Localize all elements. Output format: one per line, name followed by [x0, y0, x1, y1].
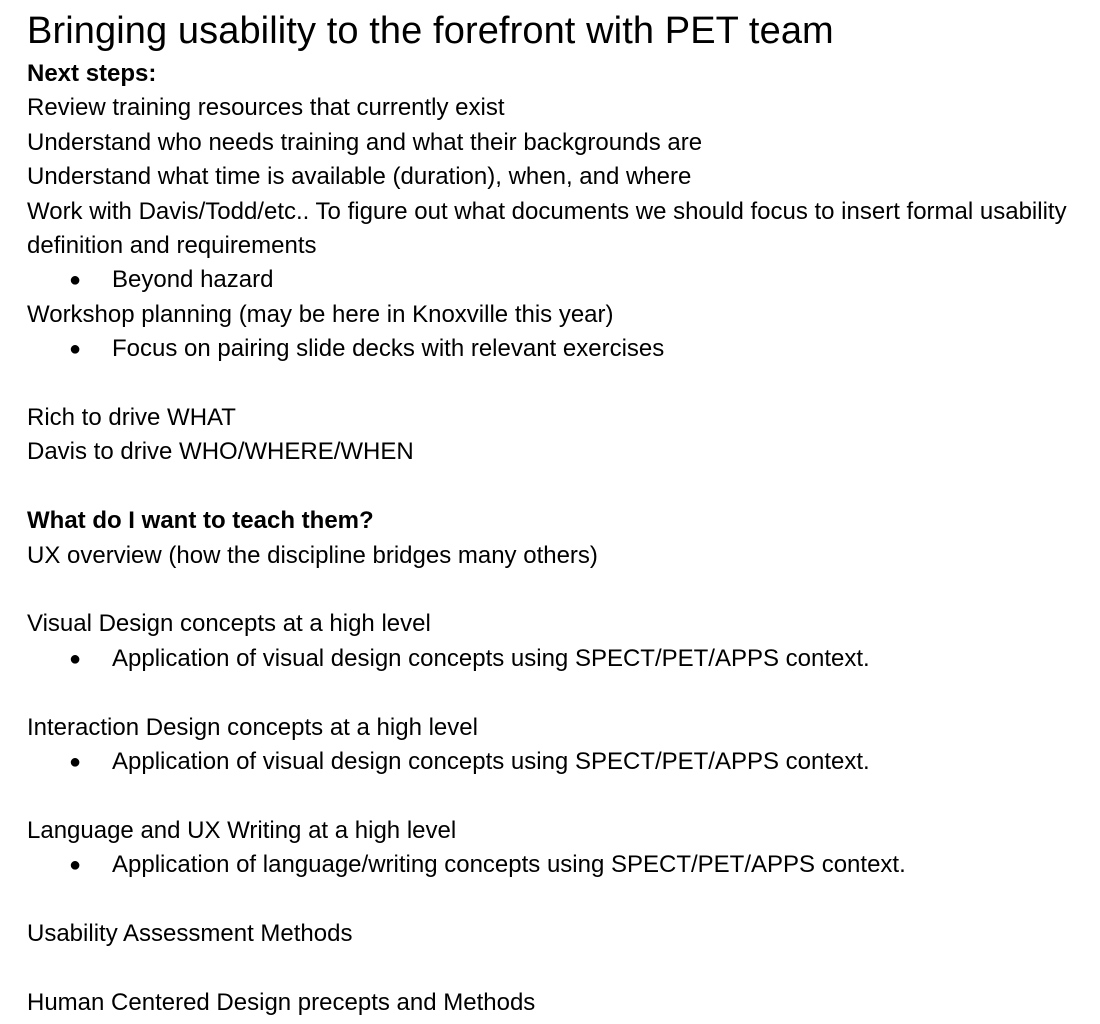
bullet-dot-icon: ●: [69, 751, 82, 774]
next-steps-heading: Next steps:: [27, 60, 157, 87]
bullet-dot-icon: ●: [69, 647, 82, 670]
document-title: Bringing usability to the forefront with PET team: [27, 10, 834, 52]
blank-line: [27, 951, 1087, 985]
blank-line: [27, 573, 1087, 607]
bullet-text: Focus on pairing slide decks with relevant exercises: [112, 335, 665, 363]
bullet-text: Application of visual design concepts using SPECT/PET/APPS context.: [112, 644, 870, 672]
bullet-text: Beyond hazard: [112, 266, 274, 294]
next-step-item: Work with Davis/Todd/etc.. To figure out what documents we should focus to insert formal usability definition and requirements: [27, 197, 1067, 260]
bullet-item: [27, 263, 1087, 297]
bullet-text: Application of language/writing concepts using SPECT/PET/APPS context.: [112, 851, 906, 879]
next-step-item: Understand who needs training and what their backgrounds are: [27, 128, 703, 156]
next-step-item: Understand what time is available (duration), when, and where: [27, 163, 692, 191]
teach-item: Usability Assessment Methods: [27, 920, 353, 948]
teach-item: Visual Design concepts at a high level: [27, 610, 431, 638]
blank-line: [27, 779, 1087, 813]
bullet-item: [27, 332, 1087, 366]
teach-item: Human Centered Design precepts and Methods: [27, 988, 536, 1016]
owner-line: Rich to drive WHAT: [27, 404, 236, 432]
bullet-item: [27, 848, 1087, 882]
owner-line: Davis to drive WHO/WHERE/WHEN: [27, 438, 414, 466]
bullet-dot-icon: ●: [69, 338, 82, 361]
bullet-item: [27, 745, 1087, 779]
blank-line: [27, 367, 1087, 401]
next-step-item: Workshop planning (may be here in Knoxville this year): [27, 300, 614, 328]
blank-line: [27, 676, 1087, 710]
blank-line: [27, 470, 1087, 504]
blank-line: [27, 883, 1087, 917]
bullet-dot-icon: ●: [69, 854, 82, 877]
bullet-dot-icon: ●: [69, 269, 82, 292]
document-body: [27, 8, 1087, 1020]
bullet-text: Application of visual design concepts using SPECT/PET/APPS context.: [112, 748, 870, 776]
teach-item: Interaction Design concepts at a high level: [27, 713, 478, 741]
next-step-item: Review training resources that currently exist: [27, 94, 505, 122]
teach-item: Language and UX Writing at a high level: [27, 816, 457, 844]
teach-heading: What do I want to teach them?: [27, 507, 374, 535]
bullet-item: [27, 642, 1087, 676]
teach-item: UX overview (how the discipline bridges many others): [27, 541, 598, 569]
